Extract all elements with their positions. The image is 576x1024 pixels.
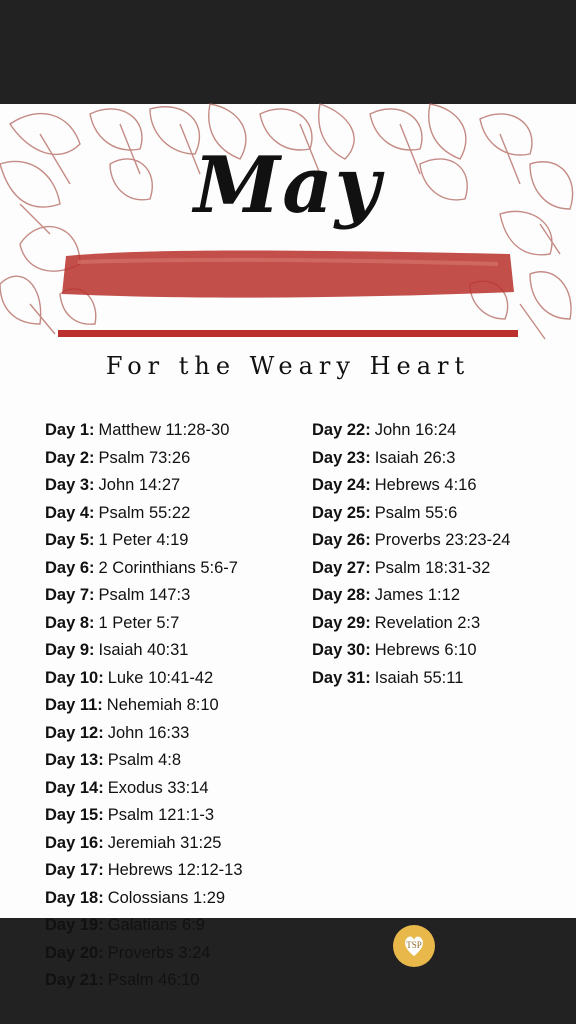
reading-row [312, 665, 510, 693]
reading-row [312, 445, 510, 473]
logo-text: TSP [406, 940, 422, 950]
day-label: Day 25: [312, 503, 371, 522]
red-underline [58, 330, 518, 337]
scripture-reference: Psalm 121:1-3 [107, 806, 215, 824]
day-label: Day 19: [45, 916, 104, 934]
day-label: Day 29: [312, 613, 371, 632]
month-title: May [193, 140, 383, 231]
reading-row [312, 417, 510, 445]
scripture-reference: Isaiah 55:11 [374, 668, 464, 687]
reading-row [312, 500, 510, 528]
day-label: Day 27: [312, 558, 371, 577]
reading-row [45, 885, 243, 913]
scripture-reference: Psalm 46:10 [107, 971, 200, 989]
reading-row [45, 802, 243, 830]
day-label: Day 23: [312, 448, 371, 467]
scripture-reference: Hebrews 12:12-13 [107, 861, 243, 879]
scripture-reference: Proverbs 23:23-24 [374, 531, 511, 549]
reading-row [312, 610, 510, 638]
reading-plan-card [0, 104, 576, 989]
website-url: www.TheScribesPortion.com [296, 966, 491, 985]
scripture-reference: John 14:27 [98, 476, 181, 494]
reading-row [45, 472, 243, 500]
scripture-reference: Psalm 55:6 [374, 503, 458, 522]
day-label: Day 2: [45, 448, 95, 467]
reading-row [312, 472, 510, 500]
reading-row [312, 637, 510, 665]
scripture-reference: Hebrews 4:16 [374, 476, 477, 494]
scripture-reference: 2 Corinthians 5:6-7 [98, 558, 238, 577]
day-label: Day 18: [45, 888, 104, 907]
reading-row [45, 582, 243, 610]
day-label: Day 7: [45, 586, 95, 604]
reading-row [45, 940, 243, 968]
scripture-reference: Luke 10:41-42 [107, 668, 214, 687]
reading-row [45, 692, 243, 720]
scripture-reference: James 1:12 [374, 586, 460, 604]
scripture-reference: Galatians 6:9 [107, 916, 205, 934]
scripture-reference: Revelation 2:3 [374, 613, 481, 632]
reading-row [312, 555, 510, 583]
day-label: Day 8: [45, 613, 95, 632]
day-label: Day 4: [45, 503, 95, 522]
day-label: Day 16: [45, 833, 104, 852]
scripture-reference: Colossians 1:29 [107, 888, 226, 907]
day-label: Day 21: [45, 971, 104, 989]
brush-stroke [58, 244, 518, 304]
reading-row [45, 610, 243, 638]
scripture-reference: Psalm 73:26 [98, 448, 191, 467]
day-label: Day 5: [45, 531, 95, 549]
day-label: Day 17: [45, 861, 104, 879]
reading-row [45, 775, 243, 803]
scripture-reference: Hebrews 6:10 [374, 641, 477, 659]
day-label: Day 14: [45, 778, 104, 797]
scripture-reference: Isaiah 26:3 [374, 448, 456, 467]
day-label: Day 11: [45, 696, 103, 714]
day-label: Day 9: [45, 641, 95, 659]
reading-row [45, 857, 243, 885]
reading-row [45, 500, 243, 528]
scribes-portion-logo [391, 923, 437, 969]
day-label: Day 15: [45, 806, 104, 824]
reading-row [45, 527, 243, 555]
reading-row [45, 830, 243, 858]
day-label: Day 12: [45, 723, 104, 742]
scripture-reference: Jeremiah 31:25 [107, 833, 222, 852]
scripture-reference: Isaiah 40:31 [98, 641, 189, 659]
subtitle: For the Weary Heart [105, 352, 471, 380]
readings-left-column [45, 417, 243, 995]
day-label: Day 10: [45, 668, 104, 687]
scripture-reference: Psalm 55:22 [98, 503, 191, 522]
scripture-reference: Psalm 147:3 [98, 586, 191, 604]
day-label: Day 26: [312, 531, 371, 549]
reading-row [45, 417, 243, 445]
reading-row [45, 445, 243, 473]
scripture-reference: John 16:24 [374, 421, 457, 439]
reading-row [45, 637, 243, 665]
scripture-reference: Matthew 11:28-30 [98, 421, 230, 439]
day-label: Day 1: [45, 421, 95, 439]
scripture-reference: Exodus 33:14 [107, 778, 209, 797]
day-label: Day 30: [312, 641, 371, 659]
scripture-reference: Nehemiah 8:10 [106, 696, 219, 714]
day-label: Day 31: [312, 668, 371, 687]
reading-row [312, 582, 510, 610]
scripture-reference: Psalm 18:31-32 [374, 558, 491, 577]
scripture-reference: John 16:33 [107, 723, 190, 742]
readings-right-column [312, 417, 510, 692]
day-label: Day 13: [45, 751, 104, 769]
scripture-reference: 1 Peter 4:19 [98, 531, 189, 549]
day-label: Day 3: [45, 476, 95, 494]
reading-row [45, 967, 243, 995]
day-label: Day 20: [45, 943, 104, 962]
scripture-reference: Proverbs 3:24 [107, 943, 211, 962]
reading-row [45, 912, 243, 940]
scripture-reference: 1 Peter 5:7 [98, 613, 180, 632]
reading-row [312, 527, 510, 555]
reading-row [45, 665, 243, 693]
day-label: Day 22: [312, 421, 371, 439]
reading-row [45, 747, 243, 775]
scripture-reference: Psalm 4:8 [107, 751, 182, 769]
reading-row [45, 555, 243, 583]
day-label: Day 24: [312, 476, 371, 494]
day-label: Day 6: [45, 558, 95, 577]
reading-row [45, 720, 243, 748]
day-label: Day 28: [312, 586, 371, 604]
